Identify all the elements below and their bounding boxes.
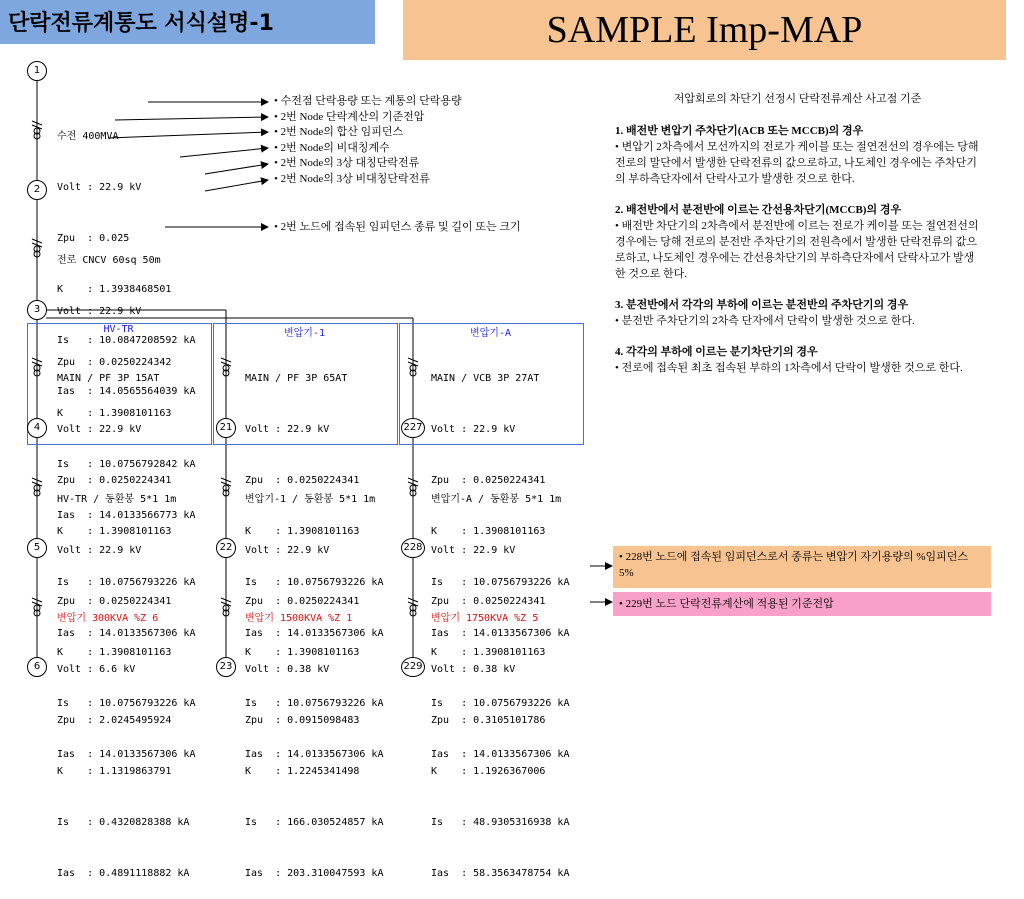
annotation-line: • 2번 Node 단락계산의 기준전압 (274, 110, 425, 123)
value-line: Ias : 58.3563478754 kA (431, 868, 570, 879)
value-line: Is : 10.0756793226 kA (57, 698, 196, 709)
note-node-229: • 229번 노드 단락전류계산에 적용된 기준전압 (613, 592, 991, 616)
value-line: Volt : 22.9 kV (431, 545, 516, 556)
annotation-line: • 2번 Node의 합산 임피던스 (274, 126, 404, 138)
arrow-right-icon (205, 180, 268, 191)
value-line: Zpu : 0.0250224341 (431, 596, 546, 607)
node-229: 229 (401, 657, 425, 677)
value-line: Ias : 14.0133567306 kA (431, 628, 570, 639)
value-line: K : 1.3908101163 (57, 526, 172, 537)
block-heading: MAIN / PF 3P 65AT (245, 373, 348, 384)
node-5: 5 (27, 538, 47, 558)
value-line: K : 1.3908101163 (431, 647, 546, 658)
value-line: Zpu : 2.0245495924 (57, 715, 172, 726)
criteria-section-title: 1. 배전반 변압기 주차단기(ACB 또는 MCCB)의 경우 (615, 125, 864, 137)
node-4: 4 (27, 418, 47, 438)
value-line: Zpu : 0.0250224342 (57, 357, 172, 368)
arrow-right-icon (205, 164, 268, 174)
box-title-transformer-a: 변압기-A (469, 328, 512, 339)
value-line: Is : 0.4320828388 kA (57, 817, 190, 828)
value-line: Is : 10.0756793226 kA (431, 698, 570, 709)
value-line: Volt : 6.6 kV (57, 664, 136, 675)
value-line: Volt : 22.9 kV (57, 424, 142, 435)
node-1: 1 (27, 61, 47, 81)
cable-annotation: • 2번 노드에 접속된 임피던스 종류 및 길이 또는 크기 (274, 221, 521, 233)
source-annotations (274, 94, 462, 187)
box-title-hv-tr: HV-TR (103, 324, 134, 335)
note-node-228: • 228번 노드에 접속된 임피던스로서 종류는 변압기 자기용량의 %임피던스 5% (613, 546, 991, 588)
value-line: K : 1.2245341498 (245, 766, 360, 777)
criteria-heading: 저압회로의 차단기 선정시 단락전류계산 사고점 기준 (673, 93, 922, 105)
value-line: Zpu : 0.025 (57, 233, 130, 244)
value-line: K : 1.3908101163 (245, 647, 360, 658)
block-heading: MAIN / PF 3P 15AT (57, 373, 160, 384)
annotation-line: • 2번 Node의 3상 비대칭단락전류 (274, 172, 430, 185)
value-line: Volt : 0.38 kV (431, 664, 516, 675)
node-227: 227 (401, 418, 425, 438)
value-line: Volt : 22.9 kV (57, 306, 142, 317)
node-2: 2 (27, 180, 47, 200)
value-line: Volt : 22.9 kV (245, 424, 330, 435)
value-line: K : 1.1319863791 (57, 766, 172, 777)
node-23: 23 (216, 657, 236, 677)
value-line: K : 1.3908101163 (57, 408, 172, 419)
block-heading: 변압기 300KVA %Z 6 (57, 613, 159, 624)
value-line: K : 1.3938468501 (57, 284, 172, 295)
value-line: Volt : 22.9 kV (57, 182, 142, 193)
value-line: Ias : 14.0133566773 kA (57, 510, 196, 521)
criteria-section-title: 4. 각각의 부하에 이르는 분기차단기의 경우 (615, 346, 818, 358)
value-line: K : 1.1926367006 (431, 766, 546, 777)
value-line: Is : 10.0756793226 kA (57, 577, 196, 588)
left-title: 단락전류계통도 서식설명-1 (8, 11, 274, 36)
value-line: Zpu : 0.0915098483 (245, 715, 360, 726)
value-line: Zpu : 0.0250224341 (245, 596, 360, 607)
node-21: 21 (216, 418, 236, 438)
value-line: Ias : 14.0565564039 kA (57, 386, 196, 397)
value-line: Is : 10.0847208592 kA (57, 335, 196, 346)
value-line: Zpu : 0.3105101786 (431, 715, 546, 726)
value-line: K : 1.3908101163 (245, 526, 360, 537)
node-22: 22 (216, 538, 236, 558)
transformer-300kva-block (57, 576, 189, 899)
annotation-line: • 2번 Node의 비대칭계수 (274, 141, 390, 154)
value-line: Ias : 14.0133567306 kA (57, 749, 196, 760)
criteria-section-body: • 전로에 접속된 최초 접속된 부하의 1차측에서 단락이 발생한 것으로 한다. (615, 362, 963, 374)
value-line: Is : 10.0756793226 kA (245, 698, 384, 709)
block-heading: MAIN / VCB 3P 27AT (431, 373, 540, 384)
criteria-section-body: • 분전반 주차단기의 2차측 단자에서 단락이 발생한 것으로 한다. (615, 315, 915, 327)
box-title-transformer-1: 변압기-1 (283, 328, 326, 339)
criteria-section-title: 2. 배전반에서 분전반에 이르는 간선용차단기(MCCB)의 경우 (615, 204, 902, 216)
value-line: Volt : 22.9 kV (431, 424, 516, 435)
value-line: Ias : 0.4891118882 kA (57, 868, 190, 879)
value-line: Ias : 14.0133567306 kA (245, 628, 384, 639)
node-228: 228 (401, 538, 425, 558)
block-heading: HV-TR / 동환봉 5*1 1m (57, 494, 177, 505)
value-line: Volt : 0.38 kV (245, 664, 330, 675)
criteria-section-title: 3. 분전반에서 각각의 부하에 이르는 분전반의 주차단기의 경우 (615, 299, 909, 311)
block-heading: 전로 CNCV 60sq 50m (57, 255, 161, 266)
value-line: Is : 10.0756792842 kA (57, 459, 196, 470)
value-line: Volt : 22.9 kV (57, 545, 142, 556)
value-line: Is : 10.0756793226 kA (245, 577, 384, 588)
block-heading: 변압기 1500KVA %Z 1 (245, 613, 353, 624)
block-heading: 변압기-1 / 동환봉 5*1 1m (245, 494, 376, 505)
transformer-1500kva-block (245, 576, 383, 899)
block-heading: 수전 400MVA (57, 131, 119, 142)
value-line: Ias : 14.0133567306 kA (431, 749, 570, 760)
criteria-section-body: • 배전반 차단기의 2차측에서 분전반에 이르는 전로가 케이블 또는 절연전선의 경우에는 당해 전로의 분전반 주차단기의 전원측에서 발생한 단락전류의 값으로하고, 나도체인 경우에는 간선용차단기의 부하측단자에서 단락사고가 발생한 것으로 한다. (615, 220, 979, 280)
block-heading: 변압기 1750KVA %Z 5 (431, 613, 539, 624)
value-line: Is : 48.9305316938 kA (431, 817, 570, 828)
value-line: Ias : 14.0133567306 kA (57, 628, 196, 639)
criteria-section-body: • 변압기 2차측에서 모선까지의 전로가 케이블 또는 절연전선의 경우에는 당해 전로의 말단에서 발생한 단락전류의 값으로하고, 나도체인 경우에는 주차단기의 부하측단자에서 단락사고가 발생한 것으로 한다. (615, 141, 979, 185)
block-heading: 변압기-A / 동환봉 5*1 1m (431, 494, 562, 505)
value-line: Ias : 203.310047593 kA (245, 868, 384, 879)
node-6: 6 (27, 657, 47, 677)
node-3: 3 (27, 300, 47, 320)
value-line: Zpu : 0.0250224341 (245, 475, 360, 486)
value-line: K : 1.3908101163 (57, 647, 172, 658)
annotation-line: • 2번 Node의 3상 대칭단락전류 (274, 157, 420, 169)
transformer-1750kva-block (431, 576, 569, 899)
value-line: K : 1.3908101163 (431, 526, 546, 537)
value-line: Zpu : 0.0250224341 (57, 596, 172, 607)
criteria-panel (615, 91, 980, 391)
value-line: Zpu : 0.0250224341 (57, 475, 172, 486)
value-line: Is : 10.0756793226 kA (431, 577, 570, 588)
value-line: Zpu : 0.0250224341 (431, 475, 546, 486)
value-line: Volt : 22.9 kV (245, 545, 330, 556)
value-line: Ias : 14.0133567306 kA (245, 749, 384, 760)
annotation-line: • 수전점 단락용량 또는 계통의 단락용량 (274, 95, 462, 107)
right-title: SAMPLE Imp-MAP (546, 9, 863, 51)
value-line: Is : 166.030524857 kA (245, 817, 384, 828)
